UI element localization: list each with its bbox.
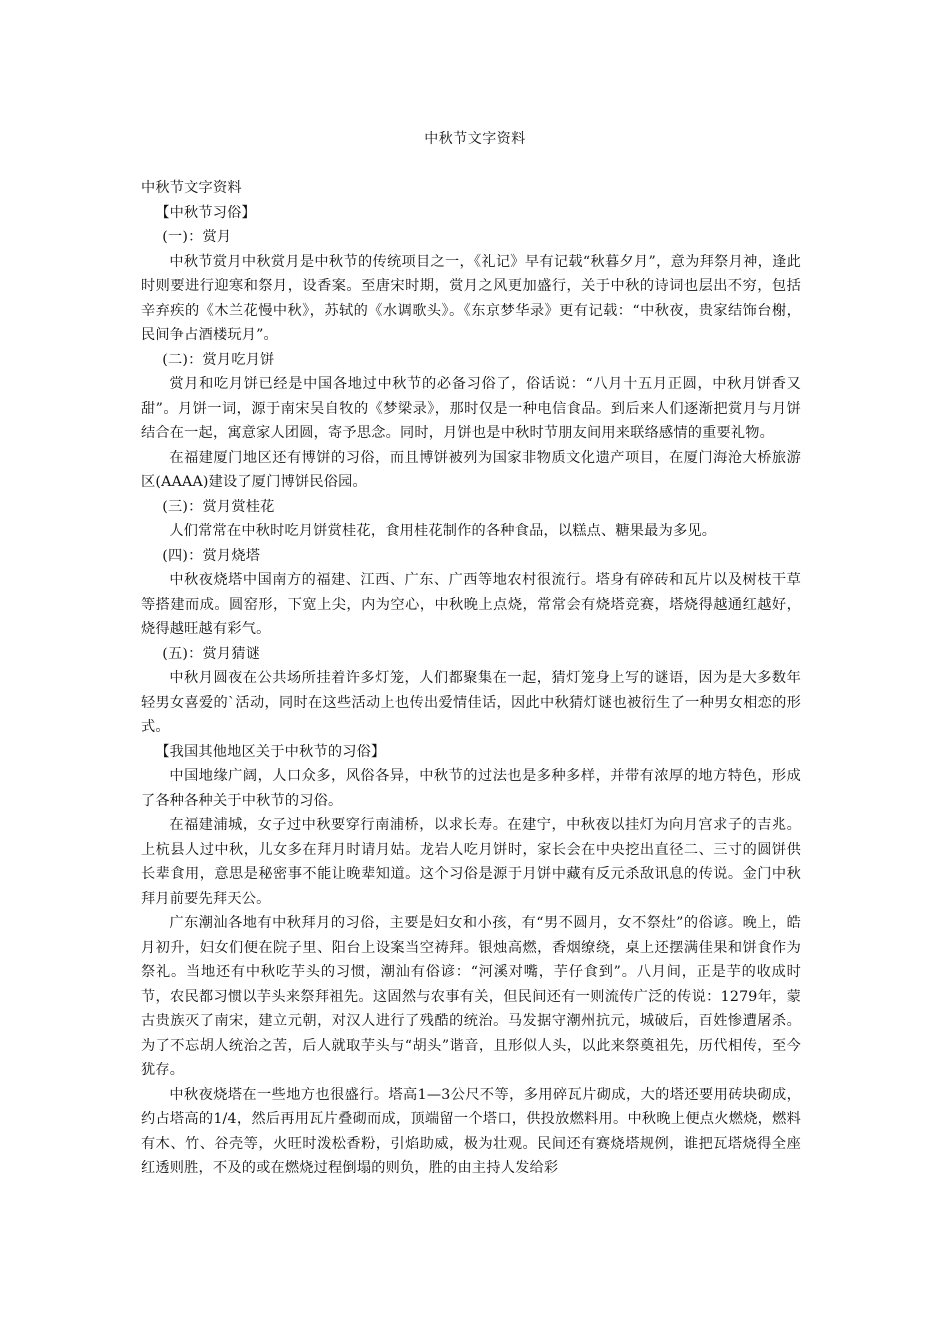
body-title-line: 中秋节文字资料: [141, 180, 242, 196]
subsection-heading: (一)：赏月: [162, 229, 232, 245]
body-paragraph: 在福建厦门地区还有博饼的习俗，而且博饼被列为国家非物质文化遗产项目，在厦门海沧大桥旅游区(AAAA)建设了厦门博饼民俗园。: [141, 449, 801, 490]
body-paragraph: 人们常常在中秋时吃月饼赏桂花，食用桂花制作的各种食品，以糕点、糖果最为多见。: [169, 523, 717, 539]
subsection-heading: (五)：赏月猜谜: [162, 645, 261, 662]
document-body: [141, 176, 801, 1181]
body-paragraph: 中秋节赏月中秋赏月是中秋节的传统项目之一，《礼记》早有记载“秋暮夕月”，意为拜祭月神，逢此时则要进行迎寒和祭月，设香案。至唐宋时期，赏月之风更加盛行，关于中秋的诗词也层出不穷，包括辛弃疾的《木兰花慢中秋》，苏轼的《水调歌头》。《东京梦华录》更有记载：“中秋夜，贵家结饰台榭，民间争占酒楼玩月”。: [141, 253, 801, 343]
section-heading: 【我国其他地区关于中秋节的习俗】: [155, 743, 386, 760]
body-paragraph: 在福建浦城，女子过中秋要穿行南浦桥，以求长寿。在建宁，中秋夜以挂灯为向月宫求子的吉兆。上杭县人过中秋，儿女多在拜月时请月姑。龙岩人吃月饼时，家长会在中央挖出直径二、三寸的圆饼供长辈食用，意思是秘密事不能让晚辈知道。这个习俗是源于月饼中藏有反元杀敌讯息的传说。金门中秋拜月前要先拜天公。: [141, 817, 801, 907]
document-title: 中秋节文字资料: [424, 131, 526, 147]
body-paragraph: 中秋夜烧塔中国南方的福建、江西、广东、广西等地农村很流行。塔身有碎砖和瓦片以及树枝干草等搭建而成。圆窑形，下宽上尖，内为空心，中秋晚上点烧，常常会有烧塔竞赛，塔烧得越通红越好，烧得越旺越有彩气。: [141, 572, 801, 637]
body-paragraph: 中秋夜烧塔在一些地方也很盛行。塔高1—3公尺不等，多用碎瓦片砌成，大的塔还要用砖块砌成，约占塔高的1/4，然后再用瓦片叠砌而成，顶端留一个塔口，供投放燃料用。中秋晚上便点火燃烧，燃料有木、竹、谷壳等，火旺时泼松香粉，引焰助威，极为壮观。民间还有赛烧塔规例，谁把瓦塔烧得全座红透则胜，不及的或在燃烧过程倒塌的则负，胜的由主持人发给彩: [141, 1086, 801, 1176]
subsection-heading: (三)：赏月赏桂花: [162, 498, 275, 515]
subsection-heading: (四)：赏月烧塔: [162, 547, 261, 564]
body-paragraph: 广东潮汕各地有中秋拜月的习俗，主要是妇女和小孩，有“男不圆月，女不祭灶”的俗谚。晚上，皓月初升，妇女们便在院子里、阳台上设案当空祷拜。银烛高燃，香烟缭绕，桌上还摆满佳果和饼食作为祭礼。当地还有中秋吃芋头的习惯，潮汕有俗谚：“河溪对嘴，芋仔食到”。八月间，正是芋的收成时节，农民都习惯以芋头来祭拜祖先。这固然与农事有关，但民间还有一则流传广泛的传说：1279年，蒙古贵族灭了南宋，建立元朝，对汉人进行了残酷的统治。马发据守潮州抗元，城破后，百姓惨遭屠杀。为了不忘胡人统治之苦，后人就取芋头与“胡头”谐音，且形似人头，以此来祭奠祖先，历代相传，至今犹存。: [141, 915, 801, 1078]
body-paragraph: 赏月和吃月饼已经是中国各地过中秋节的必备习俗了，俗话说：“八月十五月正圆，中秋月饼香又甜”。月饼一词，源于南宋吴自牧的《梦梁录》，那时仅是一种电信食品。到后来人们逐渐把赏月与月饼结合在一起，寓意家人团圆，寄予思念。同时，月饼也是中秋时节朋友间用来联络感情的重要礼物。: [141, 376, 801, 441]
body-paragraph: 中秋月圆夜在公共场所挂着许多灯笼，人们都聚集在一起，猜灯笼身上写的谜语，因为是大多数年轻男女喜爱的`活动，同时在这些活动上也传出爱情佳话，因此中秋猜灯谜也被衍生了一种男女相恋的形式。: [141, 670, 801, 735]
body-paragraph: 中国地缘广阔，人口众多，风俗各异，中秋节的过法也是多种多样，并带有浓厚的地方特色，形成了各种各种关于中秋节的习俗。: [141, 768, 801, 809]
section-heading: 【中秋节习俗】: [155, 204, 256, 221]
subsection-heading: (二)：赏月吃月饼: [162, 351, 275, 368]
